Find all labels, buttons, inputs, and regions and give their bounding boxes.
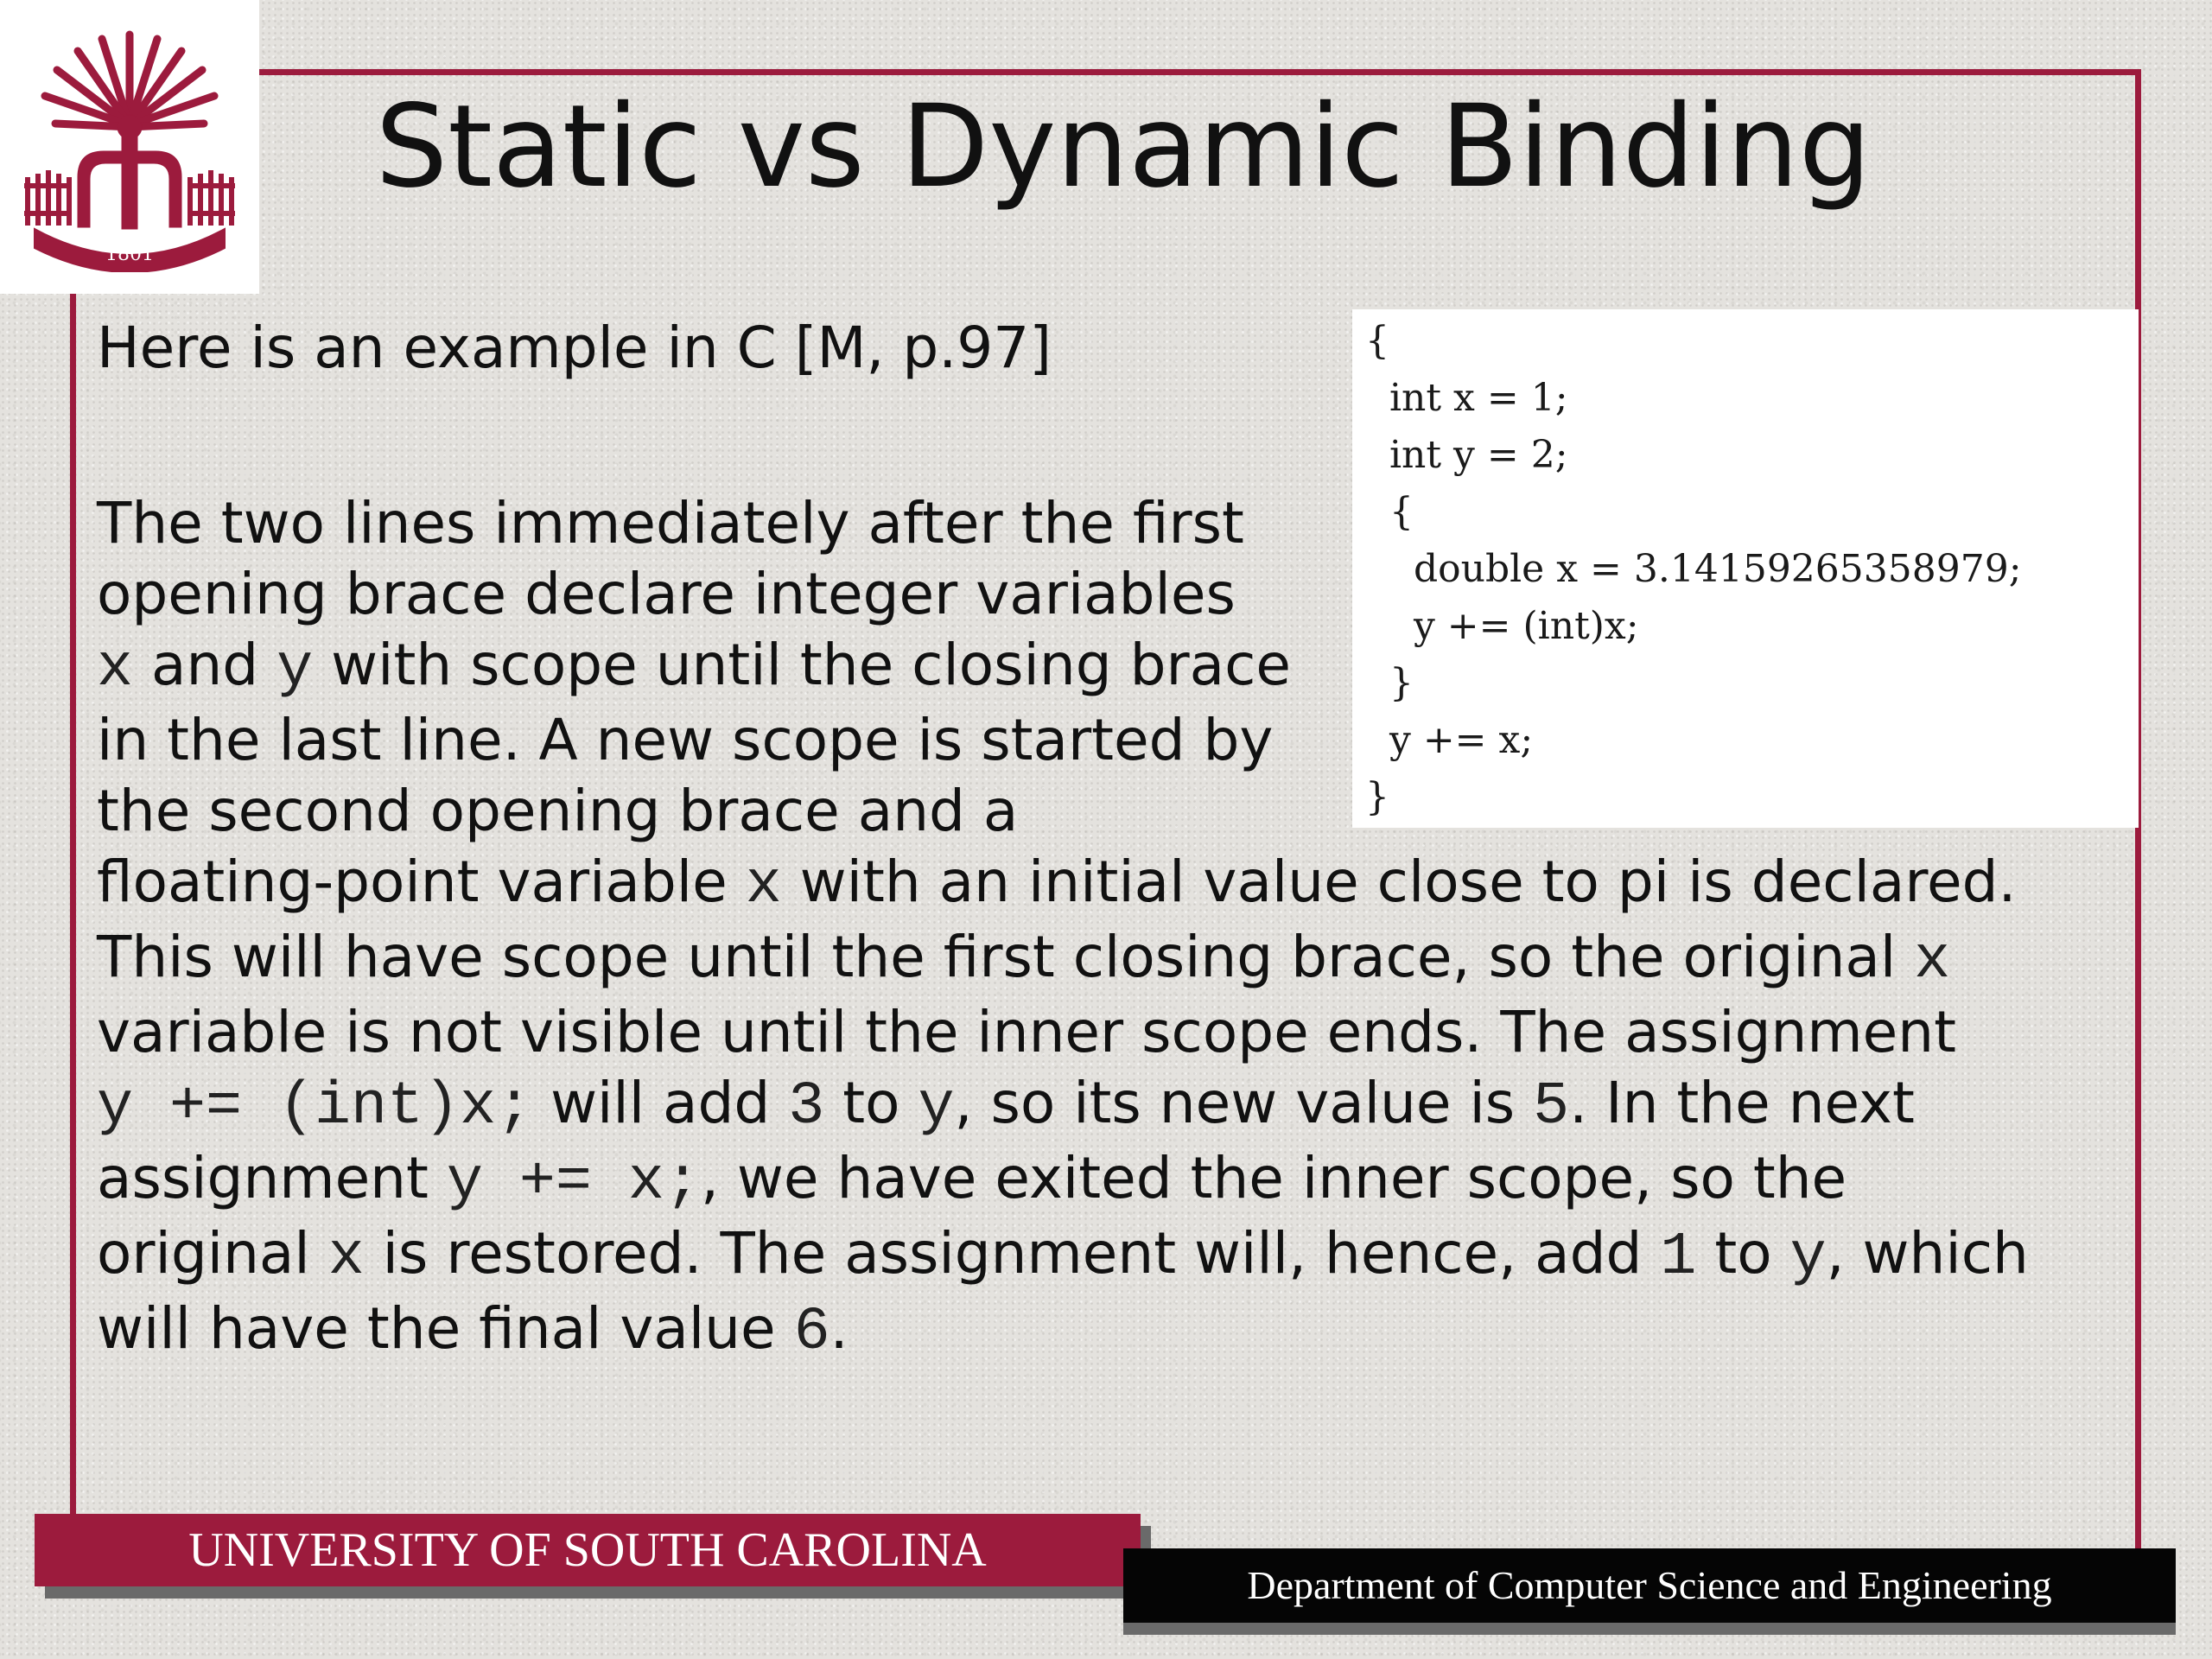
inline-code: y (918, 1073, 955, 1141)
paragraph-text: to (824, 1070, 918, 1136)
paragraph-text: , we have exited the inner scope, so the (700, 1145, 1847, 1211)
inline-code: 1 (1660, 1224, 1697, 1292)
paragraph-line (97, 997, 2119, 1068)
paragraph-line (97, 705, 2119, 776)
paragraph-line (97, 1294, 2119, 1369)
code-line: } (1365, 661, 1414, 705)
paragraph-line (97, 1218, 2119, 1294)
inline-code: y (1789, 1224, 1827, 1292)
intro-text: Here is an example in C [M, p.97] (97, 315, 1052, 381)
paragraph-text: . In the next (1569, 1070, 1915, 1136)
inline-code: y (276, 635, 314, 703)
paragraph-text: . (830, 1295, 849, 1362)
paragraph-text: , so its new value is (954, 1070, 1534, 1136)
slide-frame-top-border (259, 69, 2141, 75)
paragraph-text: is restored. The assignment will, hence, add (364, 1220, 1661, 1287)
inline-code: 3 (788, 1073, 825, 1141)
paragraph-line (97, 1143, 2119, 1218)
paragraph-text: the second opening brace and a (97, 778, 1019, 844)
department-name: Department of Computer Science and Engineering (1247, 1563, 2052, 1607)
code-line: } (1365, 775, 1389, 819)
logo-year: 1801 (105, 244, 154, 265)
slide-title: Static vs Dynamic Binding (375, 80, 1872, 213)
code-line: y += x; (1365, 718, 1534, 762)
paragraph-text: The two lines immediately after the first (97, 490, 1244, 556)
paragraph-text: will have the final value (97, 1295, 794, 1362)
code-line: double x = 3.14159265358979; (1365, 547, 2022, 591)
paragraph-line (97, 776, 2119, 847)
inline-code: 6 (793, 1299, 830, 1367)
department-banner (1123, 1548, 2176, 1623)
paragraph-text: opening brace declare integer variables (97, 561, 1236, 627)
inline-code: y += (int)x; (97, 1073, 533, 1141)
inline-code: y += x; (446, 1148, 701, 1217)
paragraph-line (97, 922, 2119, 997)
usc-palmetto-seal-icon (17, 22, 242, 272)
university-name: UNIVERSITY OF SOUTH CAROLINA (188, 1523, 987, 1577)
inline-code: x (97, 635, 134, 703)
inline-code: 5 (1533, 1073, 1570, 1141)
paragraph-text: original (97, 1220, 328, 1287)
explanation-paragraph (97, 488, 2119, 1369)
paragraph-text: floating-point variable (97, 849, 746, 915)
inline-code: x (1914, 927, 1951, 995)
paragraph-text: assignment (97, 1145, 447, 1211)
paragraph-line (97, 559, 2119, 630)
paragraph-line (97, 488, 2119, 559)
paragraph-line (97, 847, 2119, 922)
paragraph-text: with scope until the closing brace (313, 632, 1291, 698)
code-line: { (1365, 319, 1389, 363)
paragraph-line (97, 630, 2119, 705)
inline-code: x (327, 1224, 365, 1292)
paragraph-text: This will have scope until the first closing brace, so the original (97, 924, 1915, 990)
code-line: { (1365, 490, 1414, 534)
paragraph-text: in the last line. A new scope is started by (97, 707, 1274, 773)
inline-code: x (745, 852, 782, 920)
code-line: int x = 1; (1365, 376, 1568, 420)
paragraph-text: and (133, 632, 277, 698)
slide-frame-left-border (70, 294, 76, 1521)
paragraph-line (97, 1068, 2119, 1143)
university-logo (0, 0, 259, 294)
paragraph-text: to (1696, 1220, 1790, 1287)
paragraph-text: will add (532, 1070, 789, 1136)
paragraph-text: variable is not visible until the inner scope ends. The assignment (97, 999, 1956, 1065)
code-line: y += (int)x; (1365, 604, 1639, 648)
university-banner (35, 1514, 1141, 1586)
paragraph-text: , which (1826, 1220, 2029, 1287)
paragraph-text: with an initial value close to pi is declared. (781, 849, 2017, 915)
code-line: int y = 2; (1365, 433, 1568, 477)
